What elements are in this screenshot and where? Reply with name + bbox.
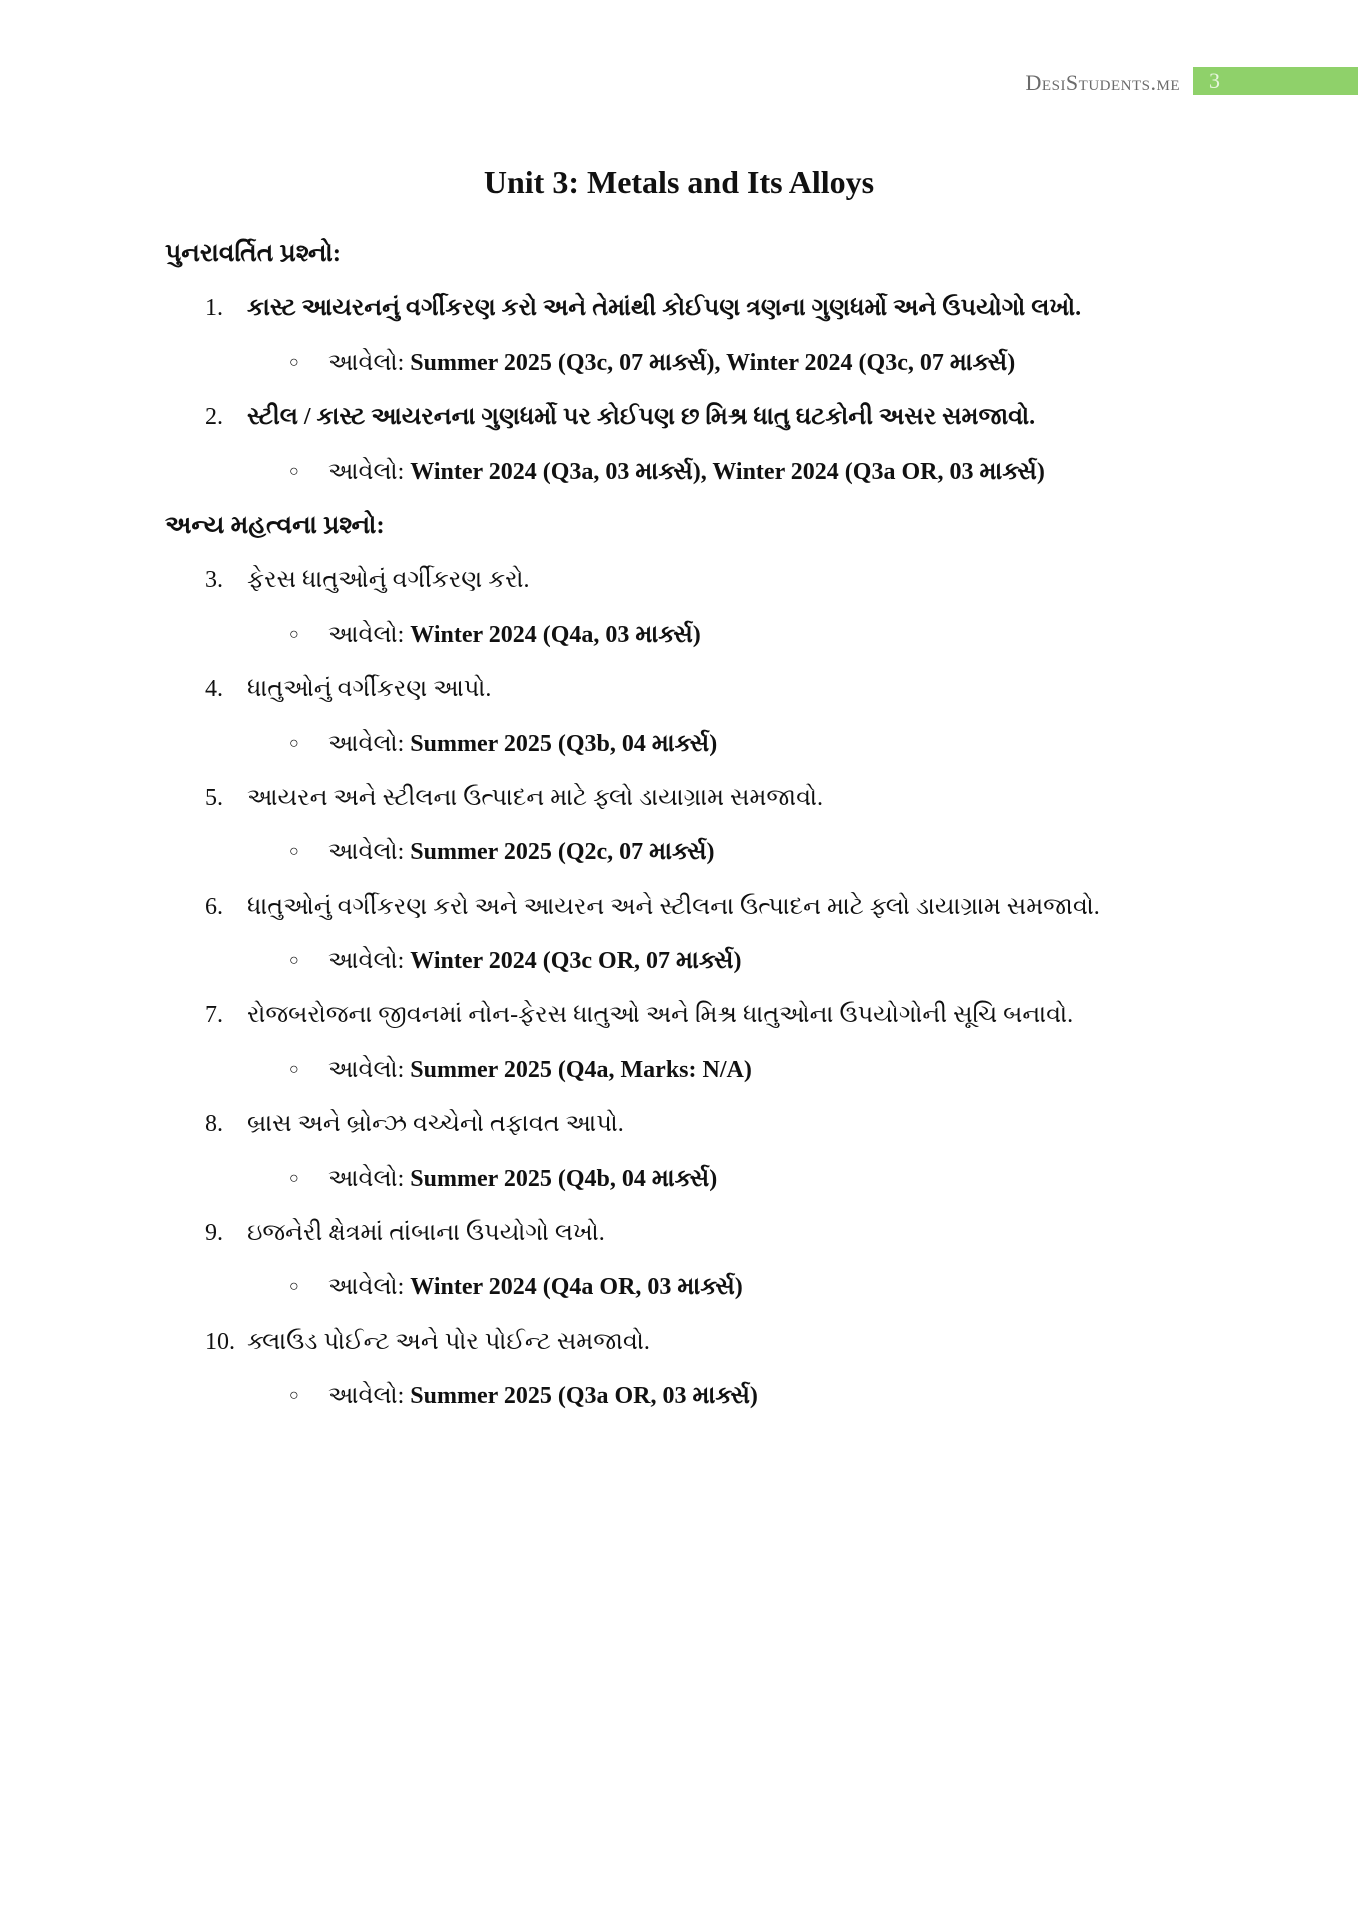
question-text: ધાતુઓનું વર્ગીકરણ આપો.	[247, 676, 492, 703]
appeared-details: Summer 2025 (Q4b, 04 માર્ક્સ)	[410, 1165, 718, 1192]
question-text: ફેરસ ધાતુઓનું વર્ગીકરણ કરો.	[247, 567, 530, 594]
circle-bullet-icon: ○	[289, 625, 299, 643]
question-number: 5.	[205, 784, 223, 811]
appeared-label: આવેલો:	[328, 948, 405, 975]
question-text: ઇજનેરી ક્ષેત્રમાં તાંબાના ઉપયોગો લખો.	[247, 1220, 605, 1247]
appeared-details: Winter 2024 (Q3a, 03 માર્ક્સ), Winter 2024 (Q3a OR, 03 માર્ક્સ)	[410, 458, 1045, 485]
page-title: Unit 3: Metals and Its Alloys	[483, 164, 875, 200]
appeared-in	[0, 934, 1358, 988]
appeared-label: આવેલો:	[328, 1056, 405, 1083]
section-heading: અન્ય મહત્વના પ્રશ્નો:	[165, 511, 385, 539]
appeared-label: આવેલો:	[328, 349, 405, 376]
appeared-details: Summer 2025 (Q3b, 04 માર્ક્સ)	[410, 730, 718, 757]
appeared-in	[0, 445, 1358, 499]
appeared-details: Summer 2025 (Q3c, 07 માર્ક્સ), Winter 2024 (Q3c, 07 માર્ક્સ)	[410, 349, 1016, 376]
appeared-details: Winter 2024 (Q4a, 03 માર્ક્સ)	[410, 621, 701, 648]
question-number: 9.	[205, 1220, 223, 1247]
question-number: 2.	[205, 404, 223, 431]
appeared-in	[0, 1043, 1358, 1097]
question-number: 3.	[205, 567, 223, 594]
circle-bullet-icon: ○	[289, 353, 299, 371]
question-text: બ્રાસ અને બ્રોન્ઝ વચ્ચેનો તફાવત આપો.	[247, 1111, 624, 1138]
question-item	[0, 1315, 1358, 1369]
question-text: સ્ટીલ / કાસ્ટ આયરનના ગુણધર્મો પર કોઈપણ છ મિશ્ર ધાતુ ઘટકોની અસર સમજાવો.	[247, 404, 1036, 431]
question-item	[0, 880, 1358, 934]
question-number: 10.	[205, 1328, 235, 1355]
appeared-details: Summer 2025 (Q3a OR, 03 માર્ક્સ)	[410, 1383, 758, 1410]
section-heading: પુનરાવર્તિત પ્રશ્નો:	[165, 240, 342, 267]
question-text: કાસ્ટ આયરનનું વર્ગીકરણ કરો અને તેમાંથી કોઈપણ ત્રણના ગુણધર્મો અને ઉપયોગો લખો.	[247, 295, 1082, 322]
appeared-in	[0, 608, 1358, 662]
circle-bullet-icon: ○	[289, 734, 299, 752]
question-item	[0, 771, 1358, 825]
appeared-in	[0, 1152, 1358, 1206]
circle-bullet-icon: ○	[289, 1278, 299, 1296]
appeared-label: આવેલો:	[328, 730, 405, 757]
question-number: 7.	[205, 1002, 223, 1029]
question-item	[0, 988, 1358, 1042]
appeared-details: Summer 2025 (Q4a, Marks: N/A)	[410, 1056, 752, 1083]
question-text: ક્લાઉડ પોઈન્ટ અને પોર પોઈન્ટ સમજાવો.	[247, 1328, 650, 1355]
question-text: આયરન અને સ્ટીલના ઉત્પાદન માટે ફ્લો ડાયાગ્રામ સમજાવો.	[247, 784, 824, 811]
circle-bullet-icon: ○	[289, 462, 299, 480]
appeared-in	[0, 1260, 1358, 1314]
question-text: રોજબરોજના જીવનમાં નોન-ફેરસ ધાતુઓ અને મિશ્ર ધાતુઓના ઉપયોગોની સૂચિ બનાવો.	[247, 1002, 1074, 1029]
appeared-label: આવેલો:	[328, 839, 405, 866]
question-text: ધાતુઓનું વર્ગીકરણ કરો અને આયરન અને સ્ટીલના ઉત્પાદન માટે ફ્લો ડાયાગ્રામ સમજાવો.	[247, 893, 1100, 920]
circle-bullet-icon: ○	[289, 843, 299, 861]
circle-bullet-icon: ○	[289, 1387, 299, 1405]
appeared-label: આવેલો:	[328, 1383, 405, 1410]
question-item	[0, 1097, 1358, 1151]
appeared-in	[0, 1369, 1358, 1423]
appeared-label: આવેલો:	[328, 1274, 405, 1301]
circle-bullet-icon: ○	[289, 952, 299, 970]
question-item	[0, 390, 1358, 444]
question-list	[0, 227, 1358, 1424]
appeared-in	[0, 825, 1358, 879]
question-item	[0, 281, 1358, 335]
question-item	[0, 1206, 1358, 1260]
circle-bullet-icon: ○	[289, 1169, 299, 1187]
appeared-label: આવેલો:	[328, 458, 405, 485]
appeared-label: આવેલો:	[328, 1165, 405, 1192]
question-item	[0, 553, 1358, 607]
question-number: 1.	[205, 295, 223, 322]
question-number: 8.	[205, 1111, 223, 1138]
appeared-in	[0, 336, 1358, 390]
appeared-details: Winter 2024 (Q4a OR, 03 માર્ક્સ)	[410, 1274, 743, 1301]
appeared-in	[0, 717, 1358, 771]
question-item	[0, 662, 1358, 716]
question-number: 6.	[205, 893, 223, 920]
appeared-label: આવેલો:	[328, 621, 405, 648]
appeared-details: Summer 2025 (Q2c, 07 માર્ક્સ)	[410, 839, 715, 866]
circle-bullet-icon: ○	[289, 1060, 299, 1078]
appeared-details: Winter 2024 (Q3c OR, 07 માર્ક્સ)	[410, 948, 742, 975]
site-name: DesiStudents.me	[1025, 70, 1180, 95]
page-number: 3	[1193, 67, 1358, 95]
question-number: 4.	[205, 676, 223, 703]
